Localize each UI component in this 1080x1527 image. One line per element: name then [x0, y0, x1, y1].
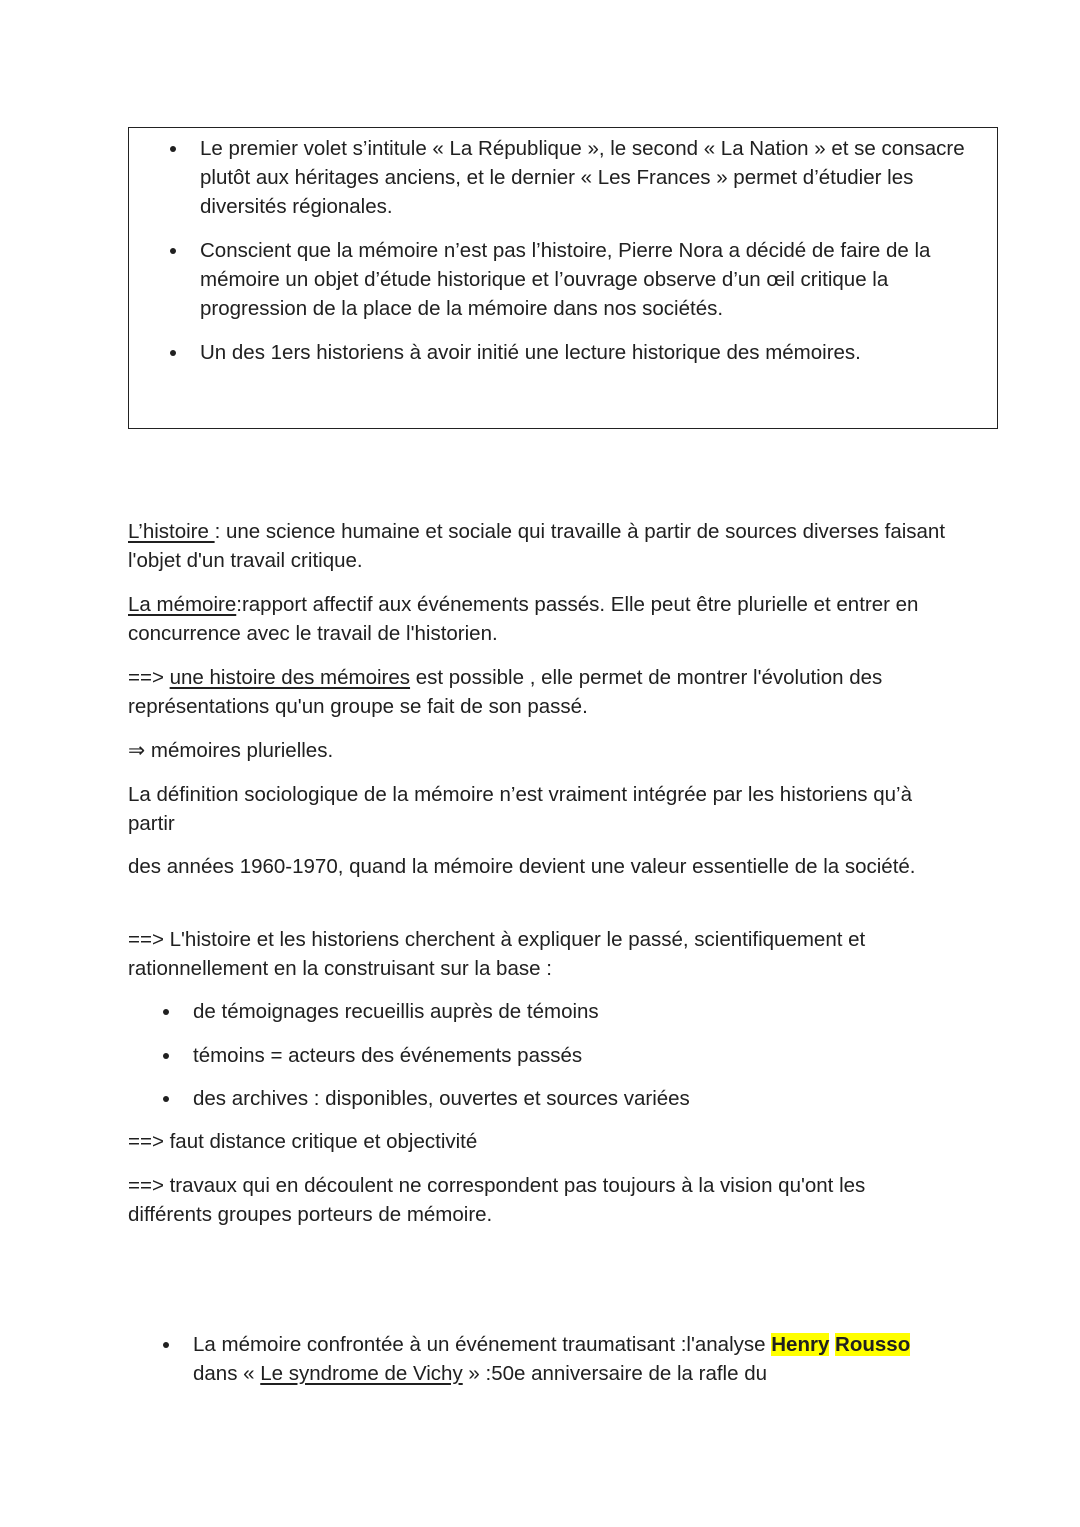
book-title: Le syndrome de Vichy [260, 1362, 463, 1385]
summary-item: Conscient que la mémoire n’est pas l’histoire, Pierre Nora a décidé de faire de la mémoire un objet d’étude historique et l’ouvrage observe d’un œil critique la progression de la place de la mémoire dans nos sociétés. [200, 236, 985, 323]
summary-item: Le premier volet s’intitule « La République », le second « La Nation » et se consacre plutôt aux héritages anciens, et le dernier « Les Frances » permet d’étudier les diversités régionales. [200, 134, 985, 221]
definition-memoire-text: :rapport affectif aux événements passés. Elle peut être plurielle et entrer en concurrence avec le travail de l'historien. [128, 593, 919, 645]
definition-sociologique-1: La définition sociologique de la mémoire n’est vraiment intégrée par les historiens qu’à partir [128, 783, 912, 835]
highlight-rousso: Rousso [835, 1333, 911, 1356]
source-item: témoins = acteurs des événements passés [193, 1041, 953, 1070]
term-histoire: L’histoire [128, 520, 215, 543]
memoires-plurielles: ⇒ mémoires plurielles. [128, 739, 334, 762]
arrow-histoire-memoires [128, 663, 948, 721]
histoire-des-memoires-term: une histoire des mémoires [169, 666, 411, 689]
summary-item: Un des 1ers historiens à avoir initié une lecture historique des mémoires. [200, 338, 985, 367]
arrow-travaux: ==> travaux qui en découlent ne correspondent pas toujours à la vision qu'ont les différents groupes porteurs de mémoire. [128, 1174, 866, 1226]
traumatisme-dans: dans « [193, 1362, 261, 1385]
source-item: de témoignages recueillis auprès de témoins [193, 997, 953, 1026]
term-memoire: La mémoire [128, 593, 237, 616]
traumatisme-item [193, 1330, 933, 1388]
traumatisme-text: La mémoire confrontée à un événement traumatisant :l'analyse [193, 1333, 772, 1356]
arrow-distance-critique: ==> faut distance critique et objectivité [128, 1130, 478, 1153]
highlight-henry: Henry [771, 1333, 830, 1356]
source-item: des archives : disponibles, ouvertes et sources variées [193, 1084, 953, 1113]
arrow-prefix: ==> [128, 666, 170, 689]
arrow-historiens: ==> L'histoire et les historiens cherchent à expliquer le passé, scientifiquement et rationnellement en la construisant sur la base : [128, 928, 866, 980]
arrow-histoire-memoires-text: est possible , elle permet de montrer l'évolution des représentations qu'un groupe se fait de son passé. [128, 666, 883, 718]
definition-histoire [128, 517, 948, 575]
definition-histoire-text: : une science humaine et sociale qui travaille à partir de sources diverses faisant l'objet d'un travail critique. [128, 520, 946, 572]
traumatisme-rest: » :50e anniversaire de la rafle du [462, 1362, 767, 1385]
summary-box [128, 127, 998, 429]
definition-memoire [128, 590, 948, 648]
definition-sociologique-2: des années 1960-1970, quand la mémoire devient une valeur essentielle de la société. [128, 855, 916, 878]
